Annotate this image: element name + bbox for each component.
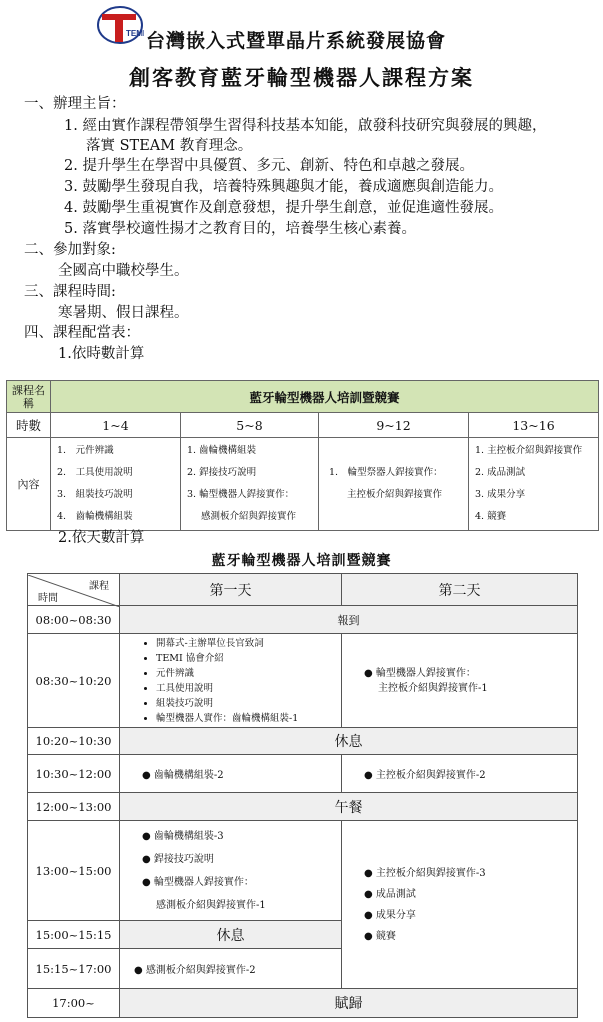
section-4-sub1: 1.依時數計算 [58,346,145,362]
list-item: 銲接技巧說明 [153,853,214,865]
day2-session: ● 主控板介紹與銲接實作-2 [342,755,578,793]
section-3-body: 寒暑期、假日課程。 [58,305,189,321]
time-cell: 17:00~ [28,989,120,1018]
list-item: 感測板介紹與銲接實作 [201,511,297,522]
s1-item: 落實 STEAM 教育理念。 [86,138,253,154]
time-cell: 15:15~17:00 [28,949,120,989]
schedule-table [27,573,578,1018]
content-col-3 [319,438,469,531]
list-item: 4. 競賽 [475,511,507,522]
day1-session [120,634,342,728]
time-cell: 08:30~10:20 [28,634,120,728]
content-col-2 [181,438,319,531]
page-title: 創客教育藍牙輪型機器人課程方案 [129,65,474,90]
list-item: • 組裝技巧說明 [156,696,341,711]
list-item: 成品測試 [375,888,416,900]
list-item: 2. 工具使用說明 [57,467,133,478]
list-item: 1. 齒輪機構組裝 [187,445,257,456]
break-cell: 休息 [120,921,342,949]
logo [96,4,144,46]
s1-item: 1. 經由實作課程帶領學生習得科技基本知能，啟發科技研究與發展的興趣， [64,118,547,134]
time-cell: 10:30~12:00 [28,755,120,793]
time-cell: 13:00~15:00 [28,821,120,921]
section-2-body: 全國高中職校學生。 [58,263,189,279]
s1-item: 5. 落實學校適性揚才之教育目的，培養學生核心素養。 [64,221,416,237]
section-3-title: 三、課程時間: [24,284,116,300]
section-1-title: 一、辦理主旨： [24,96,126,112]
list-item: 1. 主控板介紹與銲接實作 [475,445,583,456]
hours-cell: 1~4 [51,413,181,438]
section-2-title: 二、參加對象: [24,242,116,258]
list-item: 齒輪機構組裝-2 [153,770,224,781]
list-item: 齒輪機構組裝-3 [153,830,224,842]
course-name-label: 課程名稱 [7,381,51,413]
list-item: 輪型機器人銲接實作： [153,876,254,888]
list-item: 輪型機器人銲接實作： [375,667,476,679]
list-item: 1. 元件辨識 [57,445,114,456]
list-item: 3. 輪型機器人銲接實作： [187,489,295,500]
course-name: 藍牙輪型機器人培訓暨競賽 [51,381,599,413]
list-item: • 輪型機器人實作：齒輪機構組裝-1 [156,711,341,726]
content-label: 內容 [7,438,51,531]
day2-header: 第二天 [342,574,578,606]
org-name: 台灣嵌入式暨單晶片系統發展協會 [146,30,447,52]
list-item: 2. 成品測試 [475,467,526,478]
hours-cell: 9~12 [319,413,469,438]
hours-cell: 13~16 [469,413,599,438]
dismiss-cell: 賦歸 [120,989,578,1018]
hours-table [6,380,599,531]
schedule-caption: 藍牙輪型機器人培訓暨競賽 [211,553,392,569]
day2-session: ● 主控板介紹與銲接實作-3 ● 成品測試 ● 成果分享 ● 競賽 [342,821,578,989]
list-item: 3. 組裝技巧說明 [57,489,133,500]
corner-time: 時間 [38,592,58,604]
time-cell: 15:00~15:15 [28,921,120,949]
time-cell: 12:00~13:00 [28,793,120,821]
day1-session: ● 齒輪機構組裝-2 [120,755,342,793]
s1-item: 3. 鼓勵學生發現自我，培養特殊興趣與才能，養成適應與創造能力。 [64,179,503,195]
content-col-1 [51,438,181,531]
section-4-sub2: 2.依天數計算 [58,530,145,546]
content-col-4 [469,438,599,531]
list-item: • 元件辨識 [156,666,341,681]
corner-course: 課程 [89,580,109,592]
list-item: 主控板介紹與銲接實作-2 [375,770,486,781]
s1-item: 4. 鼓勵學生重視實作及創意發想，提升學生創意，並促進適性發展。 [64,200,503,216]
list-item: 4. 齒輪機構組裝 [57,511,133,522]
time-cell: 08:00~08:30 [28,606,120,634]
corner-cell [28,574,120,606]
list-item: 2. 銲接技巧說明 [187,467,257,478]
list-item: 3. 成果分享 [475,489,526,500]
break-cell: 休息 [120,728,578,755]
time-cell: 10:20~10:30 [28,728,120,755]
list-item: 主控板介紹與銲接實作 [347,489,443,500]
list-item: 主控板介紹與銲接實作-1 [378,682,488,694]
logo-text: TEMI [126,29,144,38]
day1-session: ● 感測板介紹與銲接實作-2 [120,949,342,989]
checkin-cell: 報到 [120,606,578,634]
list-item: 競賽 [375,930,396,942]
list-item: 感測板介紹與銲接實作-2 [145,965,256,976]
list-item: 成果分享 [375,909,416,921]
list-item: 感測板介紹與銲接實作-1 [156,899,266,911]
lunch-cell: 午餐 [120,793,578,821]
list-item: • TEMI 協會介紹 [156,651,341,666]
list-item: 1. 輪型祭器人銲接實作： [329,467,443,478]
hours-cell: 5~8 [181,413,319,438]
hours-label: 時數 [7,413,51,438]
day1-header: 第一天 [120,574,342,606]
section-4-title: 四、課程配當表： [24,325,140,341]
list-item: • 工具使用說明 [156,681,341,696]
s1-item: 2. 提升學生在學習中具優質、多元、創新、特色和卓越之發展。 [64,158,474,174]
list-item: • 開幕式-主辦單位長官致詞 [156,636,341,651]
day1-session: ● 齒輪機構組裝-3 ● 銲接技巧說明 ● 輪型機器人銲接實作： 感測板介紹與銲接實作-1 [120,821,342,921]
list-item: 主控板介紹與銲接實作-3 [375,867,486,879]
day2-session: ● 輪型機器人銲接實作： 主控板介紹與銲接實作-1 [342,634,578,728]
